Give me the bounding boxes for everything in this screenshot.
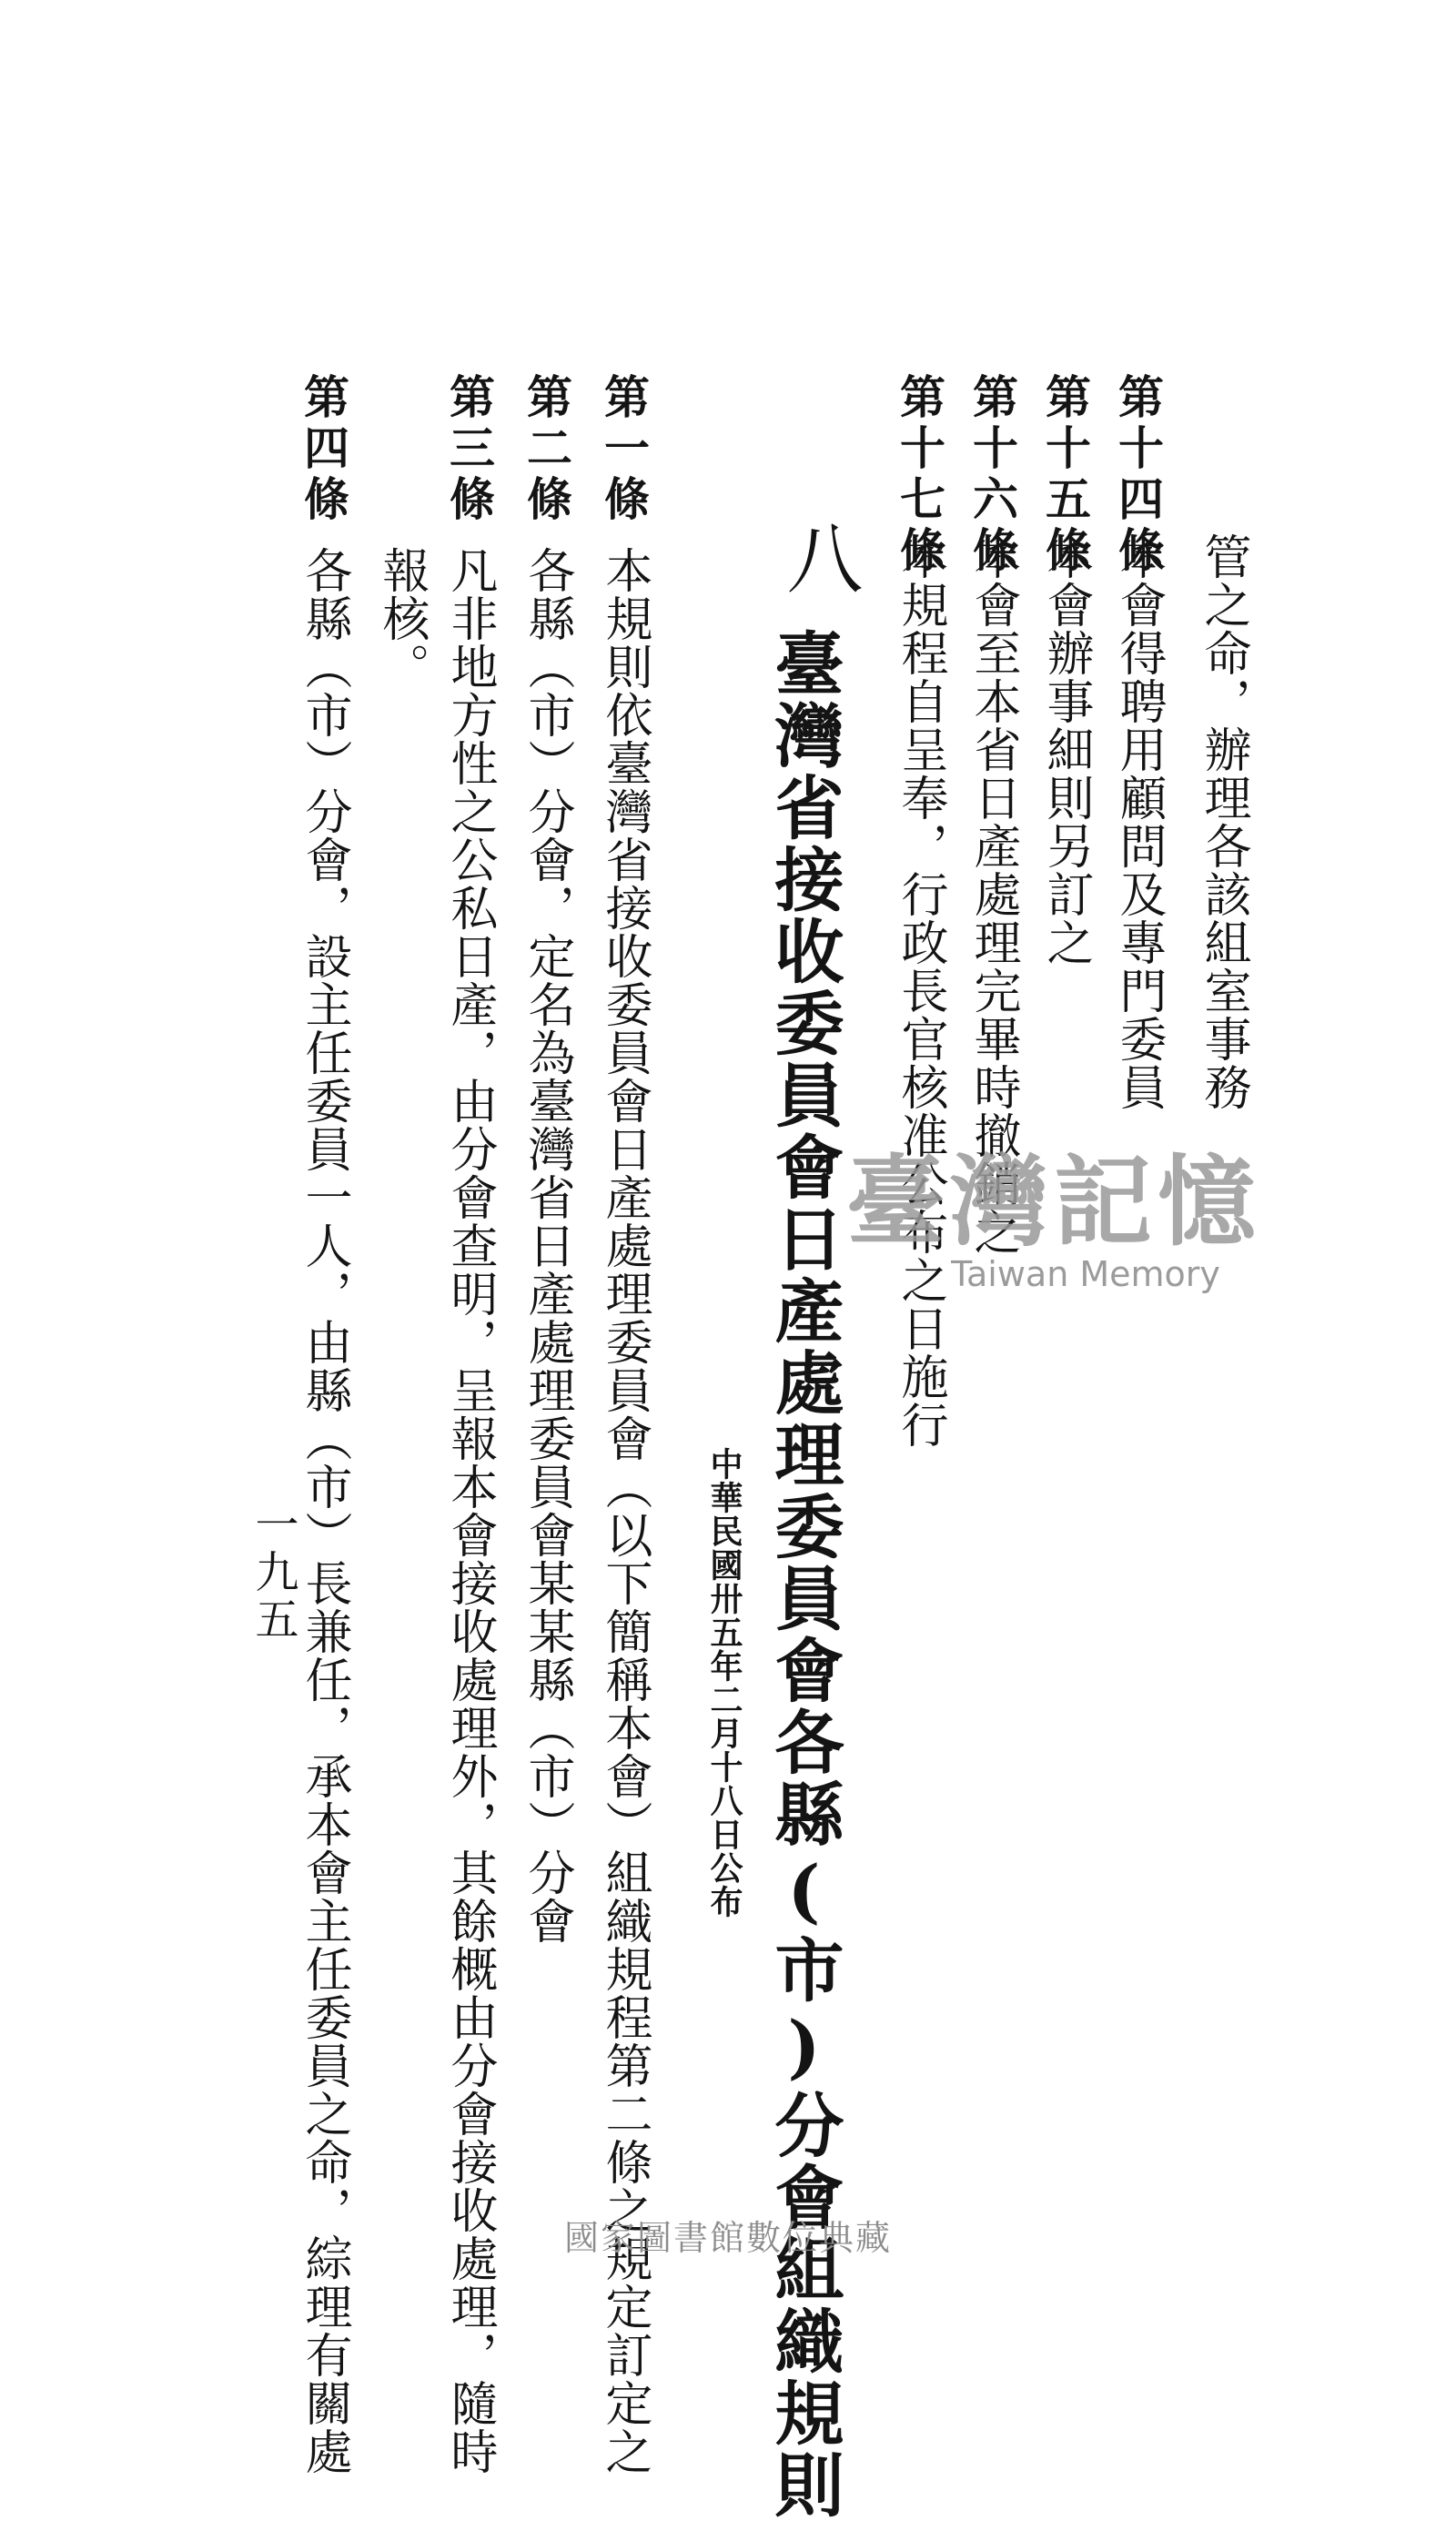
section-title: 臺灣省接收委員會日產處理委員會各縣(市)分會組織規則 bbox=[763, 628, 844, 2521]
article-16-text: 本會至本省日產處理完畢時撤銷之 bbox=[966, 532, 1020, 1256]
article-17-text: 本規程自呈奉，行政長官核准公布之日施行 bbox=[893, 532, 947, 1449]
watermark-chinese: 臺灣記憶 bbox=[846, 1145, 1262, 1260]
article-2-text: 各縣（市）分會，定名為臺灣省日產處理委員會某某縣（市）分會 bbox=[520, 546, 574, 1945]
article-15-text: 本會辦事細則另訂之 bbox=[1038, 532, 1093, 967]
article-16-label: 第十六條 bbox=[966, 373, 1019, 577]
article-17-label: 第十七條 bbox=[893, 373, 946, 577]
article-3-continuation: 報核。 bbox=[374, 546, 429, 691]
article-1-label: 第一條 bbox=[597, 373, 651, 526]
watermark bbox=[846, 1145, 1262, 1295]
footer-collection-label: 國家圖書館數位典藏 bbox=[563, 2218, 892, 2258]
article-13-continuation: 管之命，辦理各該組室事務 bbox=[1196, 532, 1250, 1111]
article-15-label: 第十五條 bbox=[1038, 373, 1092, 577]
promulgation-date: 中華民國卅五年二月十八日公布 bbox=[705, 1447, 743, 1919]
watermark-english: Taiwan Memory bbox=[951, 1254, 1220, 1295]
section-number: 八 bbox=[774, 519, 864, 595]
article-4-label: 第四條 bbox=[297, 373, 350, 526]
article-14-label: 第十四條 bbox=[1111, 373, 1165, 577]
page-number: 一九五 bbox=[248, 1502, 298, 1644]
article-14-text: 本會得聘用顧問及專門委員 bbox=[1111, 532, 1166, 1111]
article-3-label: 第三條 bbox=[442, 373, 496, 526]
article-3-text: 凡非地方性之公私日產，由分會查明，呈報本會接收處理外，其餘概由分會接收處理，隨時 bbox=[442, 546, 497, 2475]
article-2-label: 第二條 bbox=[520, 373, 573, 526]
article-4-text: 各縣（市）分會，設主任委員一人，由縣（市）長兼任，承本會主任委員之命，綜理有關處 bbox=[297, 546, 351, 2475]
article-1-text: 本規則依臺灣省接收委員會日產處理委員會（以下簡稱本會）組織規程第二條之規定訂定之 bbox=[597, 546, 652, 2475]
